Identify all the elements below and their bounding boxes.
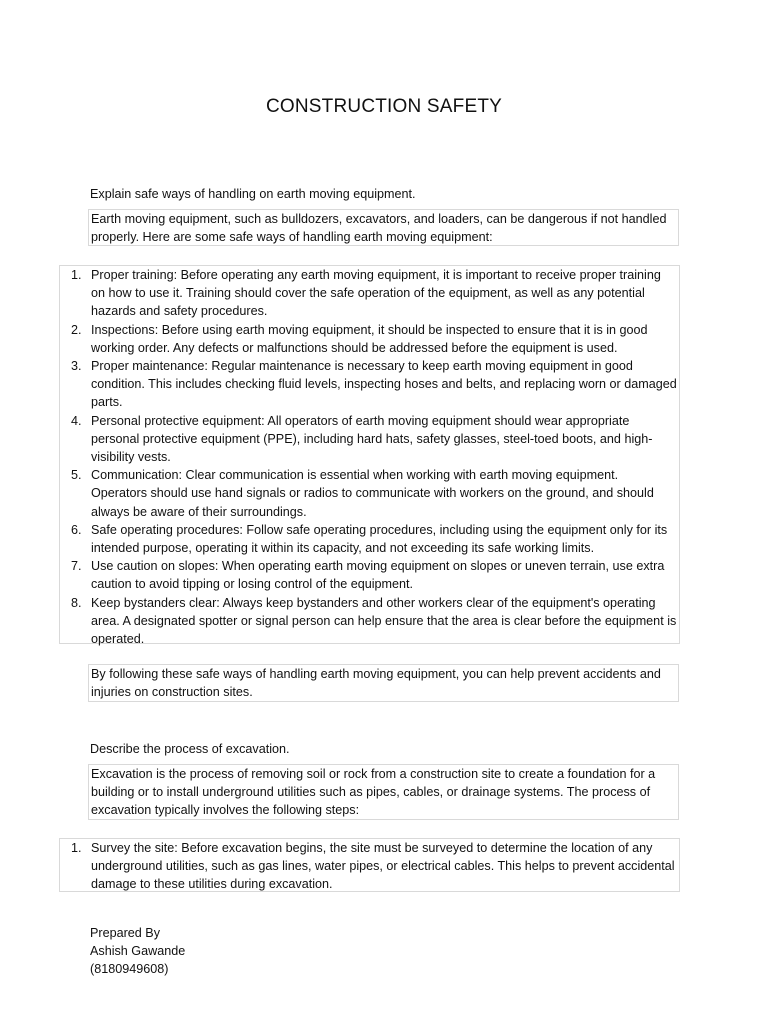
author-name: Ashish Gawande <box>90 944 186 959</box>
q1-intro-box <box>88 209 679 246</box>
q1-list-box <box>59 265 680 647</box>
question-1: Explain safe ways of handling on earth moving equipment. <box>90 187 416 201</box>
list-item <box>60 266 679 321</box>
list-item <box>60 557 679 593</box>
list-item-text: Safe operating procedures: Follow safe operating procedures, including using the equipment only for its intended purpose, operating it within its capacity, and not exceeding its safe working limits. <box>91 522 668 556</box>
list-number: 1. <box>71 841 82 855</box>
q1-list <box>60 266 679 648</box>
list-number: 4. <box>71 413 82 428</box>
page-title: CONSTRUCTION SAFETY <box>265 96 503 117</box>
list-item <box>60 521 679 557</box>
list-item <box>60 594 679 649</box>
prepared-by-block <box>90 924 390 979</box>
list-number: 6. <box>71 522 82 537</box>
list-item-text: Personal protective equipment: All operators of earth moving equipment should wear appropriate personal protective equipment (PPE), including hard hats, safety glasses, steel-toed boots, and high-visibility vests. <box>91 413 653 465</box>
list-number: 7. <box>71 559 82 574</box>
list-number: 8. <box>71 595 82 610</box>
list-item-text: Inspections: Before using earth moving equipment, it should be inspected to ensure that it is in good working order. Any defects or malfunctions should be addressed before the equipment is used. <box>91 322 648 355</box>
list-item-text: Communication: Clear communication is essential when working with earth moving equipment. Operators should use hand signals or radios to communicate with workers on the ground, and should always be aware of their surroundings. <box>91 468 654 519</box>
q2-list <box>60 839 679 894</box>
q2-intro-text: Excavation is the process of removing soil or rock from a construction site to create a foundation for a building or to install underground utilities such as pipes, cables, or drainage systems. The process of excavation typically involves the following steps: <box>91 767 656 818</box>
q1-conclusion-text: By following these safe ways of handling earth moving equipment, you can help prevent accidents and injuries on construction sites. <box>91 667 661 700</box>
list-item-text: Proper maintenance: Regular maintenance is necessary to keep earth moving equipment in good condition. This includes checking fluid levels, inspecting hoses and belts, and replacing worn or damaged parts. <box>91 359 677 410</box>
list-item-text: Proper training: Before operating any earth moving equipment, it is important to receive proper training on how to use it. Training should cover the safe operation of the equipment, as well as any potential hazards and safety procedures. <box>91 268 661 319</box>
list-number: 5. <box>71 468 82 483</box>
list-item <box>60 839 679 894</box>
list-item <box>60 412 679 467</box>
list-number: 2. <box>71 322 82 337</box>
list-item-text: Keep bystanders clear: Always keep bystanders and other workers clear of the equipment's operating area. A designated spotter or signal person can help ensure that the area is clear before the equipment is operated. <box>91 595 677 647</box>
list-item <box>60 321 679 357</box>
q1-conclusion-box <box>88 664 679 702</box>
prepared-by-label: Prepared By <box>90 926 161 940</box>
q2-intro-box <box>88 764 679 820</box>
list-item-text: Use caution on slopes: When operating earth moving equipment on slopes or uneven terrain, use extra caution to avoid tipping or losing control of the equipment. <box>91 559 665 592</box>
list-item <box>60 466 679 521</box>
list-number: 3. <box>71 359 82 374</box>
q1-intro-text: Earth moving equipment, such as bulldozers, excavators, and loaders, can be dangerous if not handled properly. Here are some safe ways of handling earth moving equipment: <box>91 212 667 245</box>
list-item <box>60 357 679 412</box>
list-item-text: Survey the site: Before excavation begins, the site must be surveyed to determine the location of any underground utilities, such as gas lines, water pipes, or electrical cables. This helps to prevent accidental damage to these utilities during excavation. <box>91 841 675 892</box>
list-number: 1. <box>71 268 82 282</box>
author-phone: (8180949608) <box>90 962 169 977</box>
q2-list-box <box>59 838 680 892</box>
question-2: Describe the process of excavation. <box>90 742 290 756</box>
